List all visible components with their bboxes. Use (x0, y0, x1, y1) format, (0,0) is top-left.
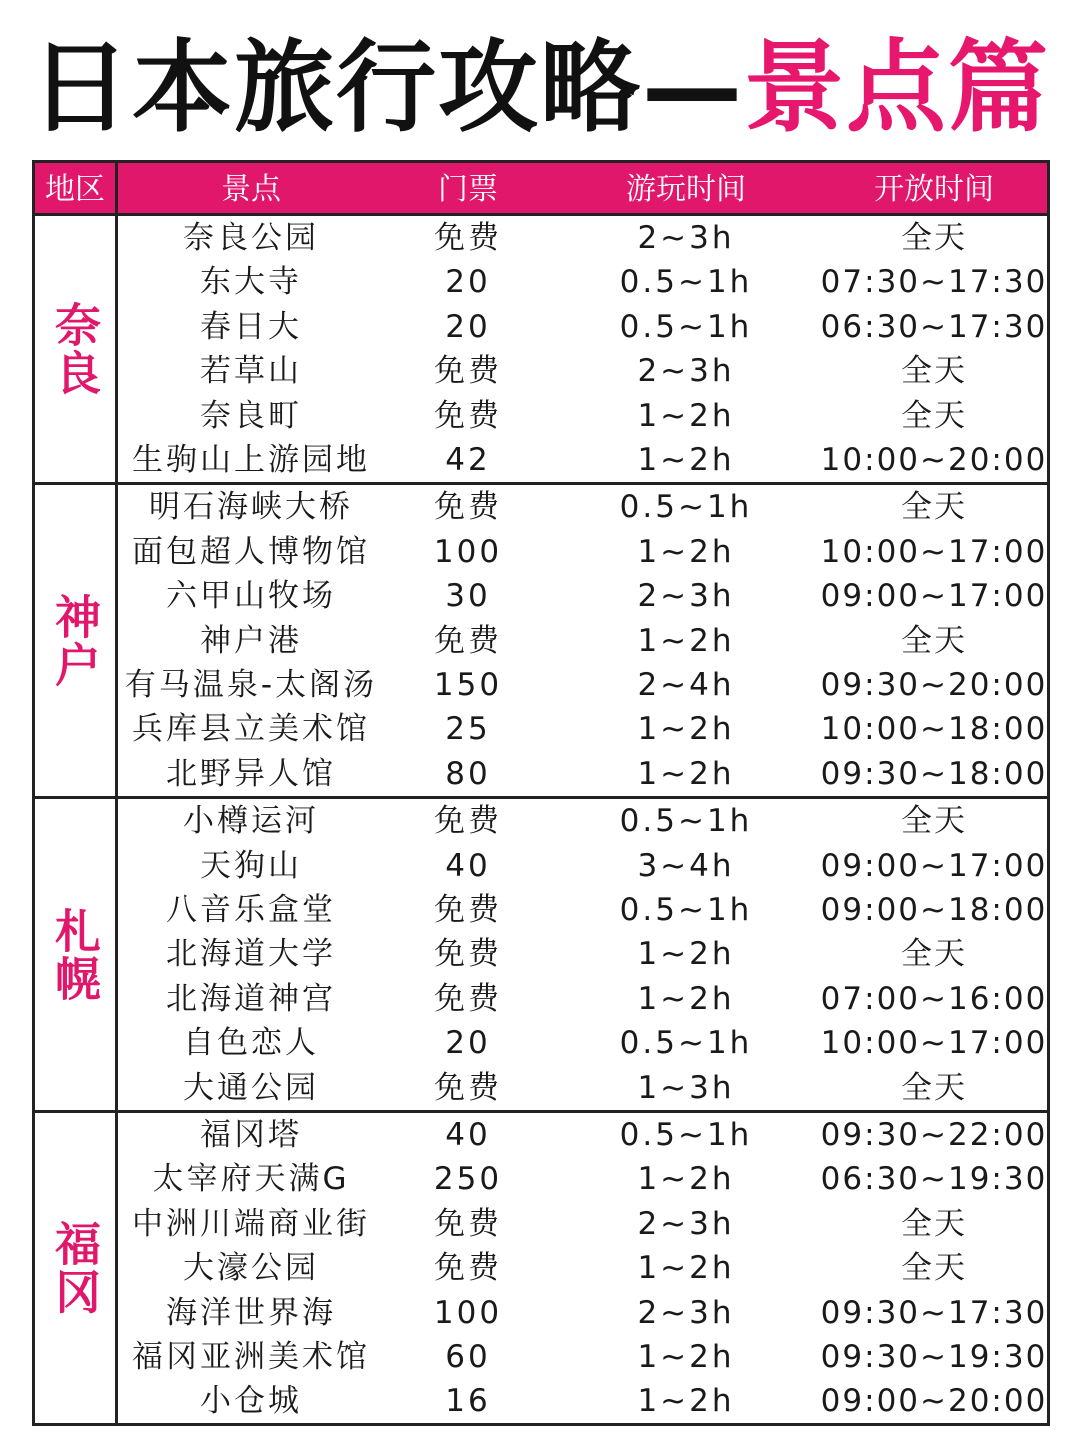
attraction-name: 八音乐盒堂 (166, 892, 336, 928)
ticket-price: 25 (445, 711, 491, 748)
opening-hours: 10:00~18:00 (820, 711, 1048, 748)
attraction-name: 明石海峡大桥 (149, 489, 353, 526)
play-duration: 1~2h (637, 1383, 735, 1420)
ticket-price: 免费 (434, 353, 502, 390)
opening-hours: 全天 (901, 936, 967, 973)
table-row (118, 663, 1047, 707)
play-duration: 2~3h (637, 578, 735, 615)
ticket-price: 250 (433, 1161, 503, 1198)
table-row (118, 888, 1047, 932)
play-duration: 0.5~1h (619, 1117, 753, 1153)
attraction-name: 有马温泉-太阁汤 (124, 667, 378, 703)
opening-hours: 09:30~20:00 (820, 667, 1048, 703)
title-main: 日本旅行攻略— (30, 29, 744, 146)
table-header (35, 163, 1047, 213)
opening-hours: 全天 (901, 397, 967, 434)
table-row (118, 844, 1047, 888)
table-row (118, 1291, 1047, 1335)
attractions-table (32, 160, 1050, 1426)
opening-hours: 07:30~17:30 (820, 264, 1048, 301)
play-duration: 2~3h (637, 1205, 735, 1242)
play-duration: 0.5~1h (619, 308, 753, 345)
attraction-name: 六甲山牧场 (166, 578, 336, 615)
attraction-name: 小樽运河 (183, 803, 319, 840)
play-duration: 0.5~1h (619, 264, 753, 301)
attraction-name: 大通公园 (183, 1069, 319, 1106)
ticket-price: 免费 (434, 622, 502, 659)
table-row (118, 574, 1047, 618)
play-duration: 1~2h (637, 1161, 735, 1198)
ticket-price: 20 (445, 264, 491, 301)
ticket-price: 80 (445, 755, 491, 792)
opening-hours: 10:00~20:00 (820, 442, 1048, 478)
attraction-name: 海洋世界海 (166, 1294, 336, 1331)
play-duration: 1~2h (637, 1339, 735, 1375)
attraction-name: 大濠公园 (183, 1250, 319, 1287)
ticket-price: 免费 (434, 892, 502, 928)
ticket-price: 40 (445, 847, 491, 884)
attraction-name: 太宰府天满G (152, 1161, 350, 1198)
header-region: 地区 (45, 172, 105, 207)
attraction-name: 中洲川端商业街 (132, 1205, 370, 1242)
region-label: 神户 (48, 592, 102, 689)
attraction-name: 奈良町 (200, 397, 302, 434)
opening-hours: 09:00~17:00 (820, 847, 1048, 884)
table-row (118, 1021, 1047, 1065)
opening-hours: 全天 (901, 1205, 967, 1242)
table-row (118, 349, 1047, 393)
attraction-name: 面包超人博物馆 (132, 533, 370, 570)
play-duration: 1~2h (637, 397, 735, 434)
ticket-price: 100 (433, 1294, 503, 1331)
table-row (118, 485, 1047, 529)
table-row (118, 752, 1047, 796)
table-row (118, 707, 1047, 751)
region-cell (35, 799, 115, 1110)
play-duration: 1~2h (637, 980, 735, 1017)
attraction-name: 若草山 (200, 353, 302, 390)
table-row (118, 1066, 1047, 1110)
opening-hours: 09:00~20:00 (820, 1383, 1048, 1420)
play-duration: 1~2h (637, 533, 735, 570)
play-duration: 2~4h (637, 667, 735, 703)
play-duration: 0.5~1h (619, 1025, 753, 1062)
play-duration: 1~2h (637, 936, 735, 973)
play-duration: 0.5~1h (619, 489, 753, 526)
table-row (118, 260, 1047, 304)
table-row (118, 530, 1047, 574)
ticket-price: 免费 (434, 803, 502, 840)
header-hours: 开放时间 (874, 172, 994, 207)
play-duration: 1~2h (637, 442, 735, 478)
attraction-name: 生驹山上游园地 (132, 442, 370, 478)
ticket-price: 40 (445, 1117, 491, 1153)
opening-hours: 06:30~19:30 (820, 1161, 1048, 1198)
region-cell (35, 1113, 115, 1424)
play-duration: 2~3h (637, 353, 735, 390)
ticket-price: 免费 (434, 936, 502, 973)
table-row (118, 1202, 1047, 1246)
opening-hours: 09:30~17:30 (820, 1294, 1048, 1331)
attraction-name: 春日大 (200, 308, 302, 345)
opening-hours: 全天 (901, 622, 967, 659)
attraction-name: 小仓城 (200, 1383, 302, 1420)
play-duration: 2~3h (637, 220, 735, 256)
ticket-price: 60 (445, 1339, 491, 1375)
opening-hours: 全天 (901, 353, 967, 390)
attraction-name: 北海道大学 (166, 936, 336, 973)
opening-hours: 全天 (901, 489, 967, 526)
region-cell (35, 485, 115, 796)
header-name: 景点 (221, 172, 281, 207)
table-row (118, 1246, 1047, 1290)
opening-hours: 10:00~17:00 (820, 533, 1048, 570)
ticket-price: 免费 (434, 397, 502, 434)
opening-hours: 全天 (901, 220, 967, 256)
play-duration: 2~3h (637, 1294, 735, 1331)
table-row (118, 305, 1047, 349)
table-row (118, 1379, 1047, 1423)
play-duration: 1~2h (637, 711, 735, 748)
region-cell (35, 216, 115, 482)
table-row (118, 932, 1047, 976)
title-highlight: 景点篇 (744, 29, 1050, 146)
region-label: 奈良 (48, 301, 102, 398)
play-duration: 0.5~1h (619, 803, 753, 840)
header-duration: 游玩时间 (626, 172, 746, 207)
play-duration: 1~2h (637, 755, 735, 792)
table-row (118, 977, 1047, 1021)
region-label: 福冈 (48, 1220, 102, 1317)
opening-hours: 10:00~17:00 (820, 1025, 1048, 1062)
attraction-name: 奈良公园 (183, 220, 319, 256)
table-row (118, 394, 1047, 438)
opening-hours: 09:00~17:00 (820, 578, 1048, 615)
header-price: 门票 (438, 172, 498, 207)
ticket-price: 免费 (434, 1069, 502, 1106)
attraction-name: 东大寺 (200, 264, 302, 301)
attraction-name: 北海道神宫 (166, 980, 336, 1017)
play-duration: 1~2h (637, 1250, 735, 1287)
table-row (118, 1335, 1047, 1379)
table-row (118, 1157, 1047, 1201)
opening-hours: 全天 (901, 1250, 967, 1287)
attraction-name: 神户港 (200, 622, 302, 659)
table-row (118, 619, 1047, 663)
attraction-name: 兵库县立美术馆 (132, 711, 370, 748)
table-row (118, 216, 1047, 260)
ticket-price: 免费 (434, 489, 502, 526)
ticket-price: 免费 (434, 980, 502, 1017)
ticket-price: 150 (433, 667, 503, 703)
opening-hours: 06:30~17:30 (820, 308, 1048, 345)
play-duration: 0.5~1h (619, 892, 753, 928)
opening-hours: 09:00~18:00 (820, 892, 1048, 928)
table-row (118, 799, 1047, 843)
table-row (118, 438, 1047, 482)
ticket-price: 免费 (434, 220, 502, 256)
region-label: 札幌 (48, 906, 102, 1003)
opening-hours: 07:00~16:00 (820, 980, 1048, 1017)
ticket-price: 免费 (434, 1205, 502, 1242)
play-duration: 1~2h (637, 622, 735, 659)
ticket-price: 30 (445, 578, 491, 615)
play-duration: 3~4h (637, 847, 735, 884)
opening-hours: 09:30~19:30 (820, 1339, 1048, 1375)
opening-hours: 全天 (901, 1069, 967, 1106)
table-row (118, 1113, 1047, 1157)
opening-hours: 09:30~18:00 (820, 755, 1048, 792)
attraction-name: 天狗山 (200, 847, 302, 884)
ticket-price: 20 (445, 308, 491, 345)
play-duration: 1~3h (637, 1069, 735, 1106)
ticket-price: 42 (445, 442, 491, 478)
attraction-name: 自色恋人 (183, 1025, 319, 1062)
attraction-name: 北野异人馆 (166, 755, 336, 792)
page-title (0, 28, 1080, 148)
attraction-name: 福冈塔 (200, 1117, 302, 1153)
attraction-name: 福冈亚洲美术馆 (132, 1339, 370, 1375)
ticket-price: 16 (445, 1383, 491, 1420)
opening-hours: 全天 (901, 803, 967, 840)
opening-hours: 09:30~22:00 (820, 1117, 1048, 1153)
ticket-price: 100 (433, 533, 503, 570)
ticket-price: 20 (445, 1025, 491, 1062)
ticket-price: 免费 (434, 1250, 502, 1287)
